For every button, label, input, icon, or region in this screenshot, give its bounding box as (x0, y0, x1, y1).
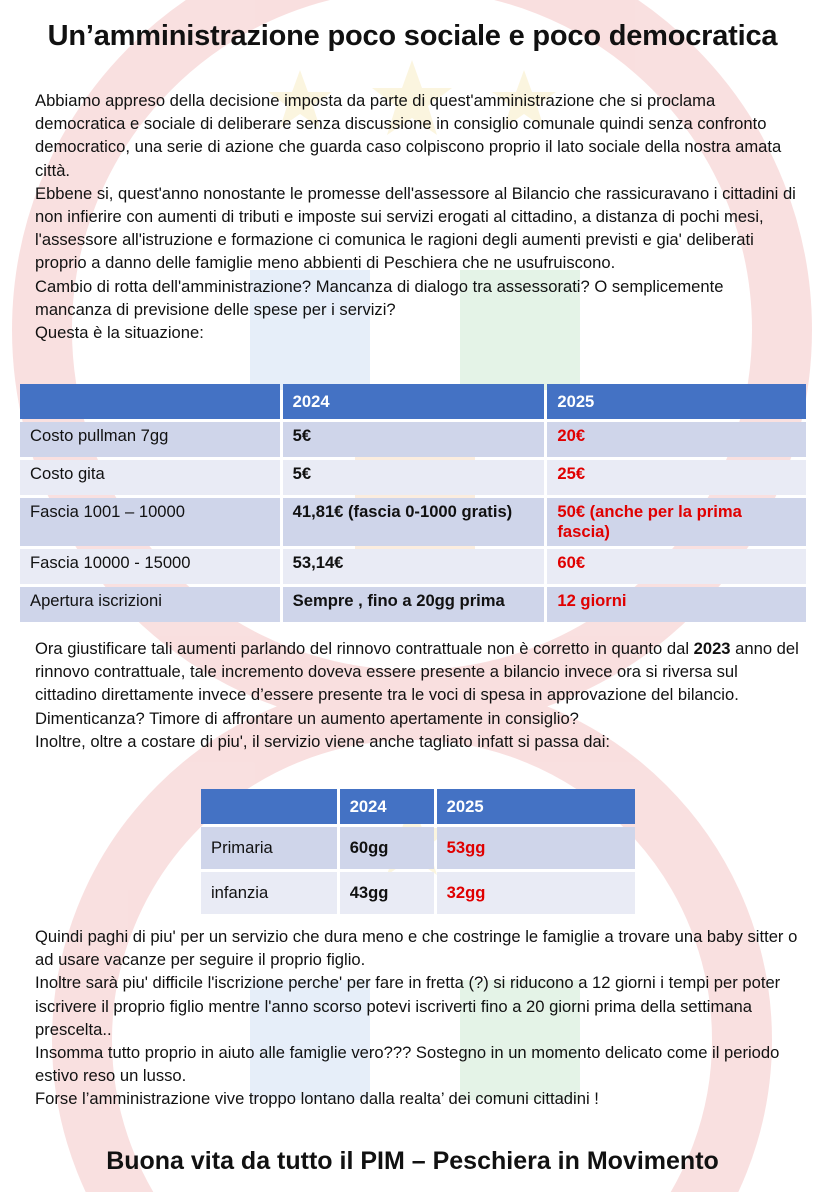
table-row (20, 549, 806, 584)
table-cell-label: infanzia (201, 872, 337, 914)
middle-paragraph: Inoltre, oltre a costare di piu', il servizio viene anche tagliato infatt si passa dai: (35, 731, 611, 751)
table-row (20, 498, 806, 546)
table-cell-2024: 5€ (283, 460, 545, 495)
table-cell-2024: 5€ (283, 422, 545, 457)
table-header-cell: 2025 (547, 384, 806, 419)
table-row (20, 422, 806, 457)
closing-paragraph: Quindi paghi di piu' per un servizio che dura meno e che costringe le famiglie a trovare una baby sitter o ad usare vacanze per seguire il proprio figlio. (35, 927, 798, 970)
intro-paragraph: Questa è la situazione: (35, 323, 204, 343)
table-header-row (20, 384, 806, 419)
table-cell-label: Costo gita (20, 460, 280, 495)
price-comparison-table (17, 381, 809, 625)
table-cell-2025: 25€ (547, 460, 806, 495)
middle-paragraph (35, 637, 800, 707)
table-row (201, 827, 635, 869)
table-cell-label: Fascia 1001 – 10000 (20, 498, 280, 546)
table-cell-label: Fascia 10000 - 15000 (20, 549, 280, 584)
table-header-cell: 2024 (340, 789, 434, 824)
table-header-cell: 2025 (437, 789, 635, 824)
table-header-cell (20, 384, 280, 419)
intro-paragraph: Cambio di rotta dell'amministrazione? Mancanza di dialogo tra assessorati? O semplicemente mancanza di previsione delle spese per i servizi? (35, 276, 724, 319)
table-cell-2024: 60gg (340, 827, 434, 869)
table-cell-2025: 50€ (anche per la prima fascia) (547, 498, 806, 546)
table-cell-2025: 20€ (547, 422, 806, 457)
table-cell-2025: 32gg (437, 872, 635, 914)
table-row (201, 872, 635, 914)
table-cell-2024: 43gg (340, 872, 434, 914)
intro-paragraph: Abbiamo appreso della decisione imposta da parte di quest'amministrazione che si proclama democratica e sociale di deliberare senza discussione in consiglio comunale quindi senza confronto democratico, una serie di azione che guarda caso colpiscono proprio il lato sociale della nostra amata città. (35, 91, 782, 180)
page-title: Un’amministrazione poco sociale e poco democratica (47, 20, 778, 52)
middle-text-segment: anno del rinnovo contrattuale, tale incremento doveva essere presente a bilancio invece ora si riversa sul cittadino direttamente invece d’essere presente tra le voci di spesa in approvazione del bilancio. (35, 639, 799, 705)
table-cell-2025: 60€ (547, 549, 806, 584)
intro-paragraph: Ebbene si, quest'anno nonostante le promesse dell'assessore al Bilancio che rassicuravano i cittadini di non infierire con aumenti di tributi e imposte sui servizi erogati al cittadino, a distanza di pochi mesi, l'assessore all'istruzione e formazione ci comunica le ragioni degli aumenti previsti e gia' deliberati proprio a danno delle famiglie meno abbienti di Peschiera che ne usufruiscono. (35, 183, 796, 273)
table-cell-label: Apertura iscrizioni (20, 587, 280, 622)
table-header-cell (201, 789, 337, 824)
year-highlight: 2023 (693, 639, 731, 658)
middle-text (35, 637, 800, 753)
table-cell-2024: 53,14€ (283, 549, 545, 584)
table-row (20, 460, 806, 495)
table-cell-2024: 41,81€ (fascia 0-1000 gratis) (283, 498, 545, 546)
table-cell-2024: Sempre , fino a 20gg prima (283, 587, 545, 622)
footer-signature: Buona vita da tutto il PIM – Peschiera in Movimento (106, 1147, 719, 1175)
middle-text-segment: Ora giustificare tali aumenti parlando del rinnovo contrattuale non è corretto in quanto dal (35, 639, 694, 658)
middle-paragraph: Dimenticanza? Timore di affrontare un aumento apertamente in consiglio? (35, 708, 579, 728)
closing-paragraph: Inoltre sarà piu' difficile l'iscrizione perche' per fare in fretta (?) si riducono a 12 giorni i tempi per poter iscrivere il proprio figlio mentre l'anno scorso potevi iscriverti fino a 20 giorni prima della settimana prescelta.. (35, 973, 781, 1039)
closing-text (35, 925, 800, 1111)
service-days-table (198, 786, 638, 917)
table-row (20, 587, 806, 622)
intro-text (35, 89, 800, 344)
closing-paragraph: Forse l’amministrazione vive troppo lontano dalla realta’ dei comuni cittadini ! (35, 1089, 599, 1109)
table-cell-label: Costo pullman 7gg (20, 422, 280, 457)
table-cell-label: Primaria (201, 827, 337, 869)
table-header-row (201, 789, 635, 824)
table-cell-2025: 53gg (437, 827, 635, 869)
table-header-cell: 2024 (283, 384, 545, 419)
table-cell-2025: 12 giorni (547, 587, 806, 622)
closing-paragraph: Insomma tutto proprio in aiuto alle famiglie vero??? Sostegno in un momento delicato come il periodo estivo reso un lusso. (35, 1043, 780, 1086)
